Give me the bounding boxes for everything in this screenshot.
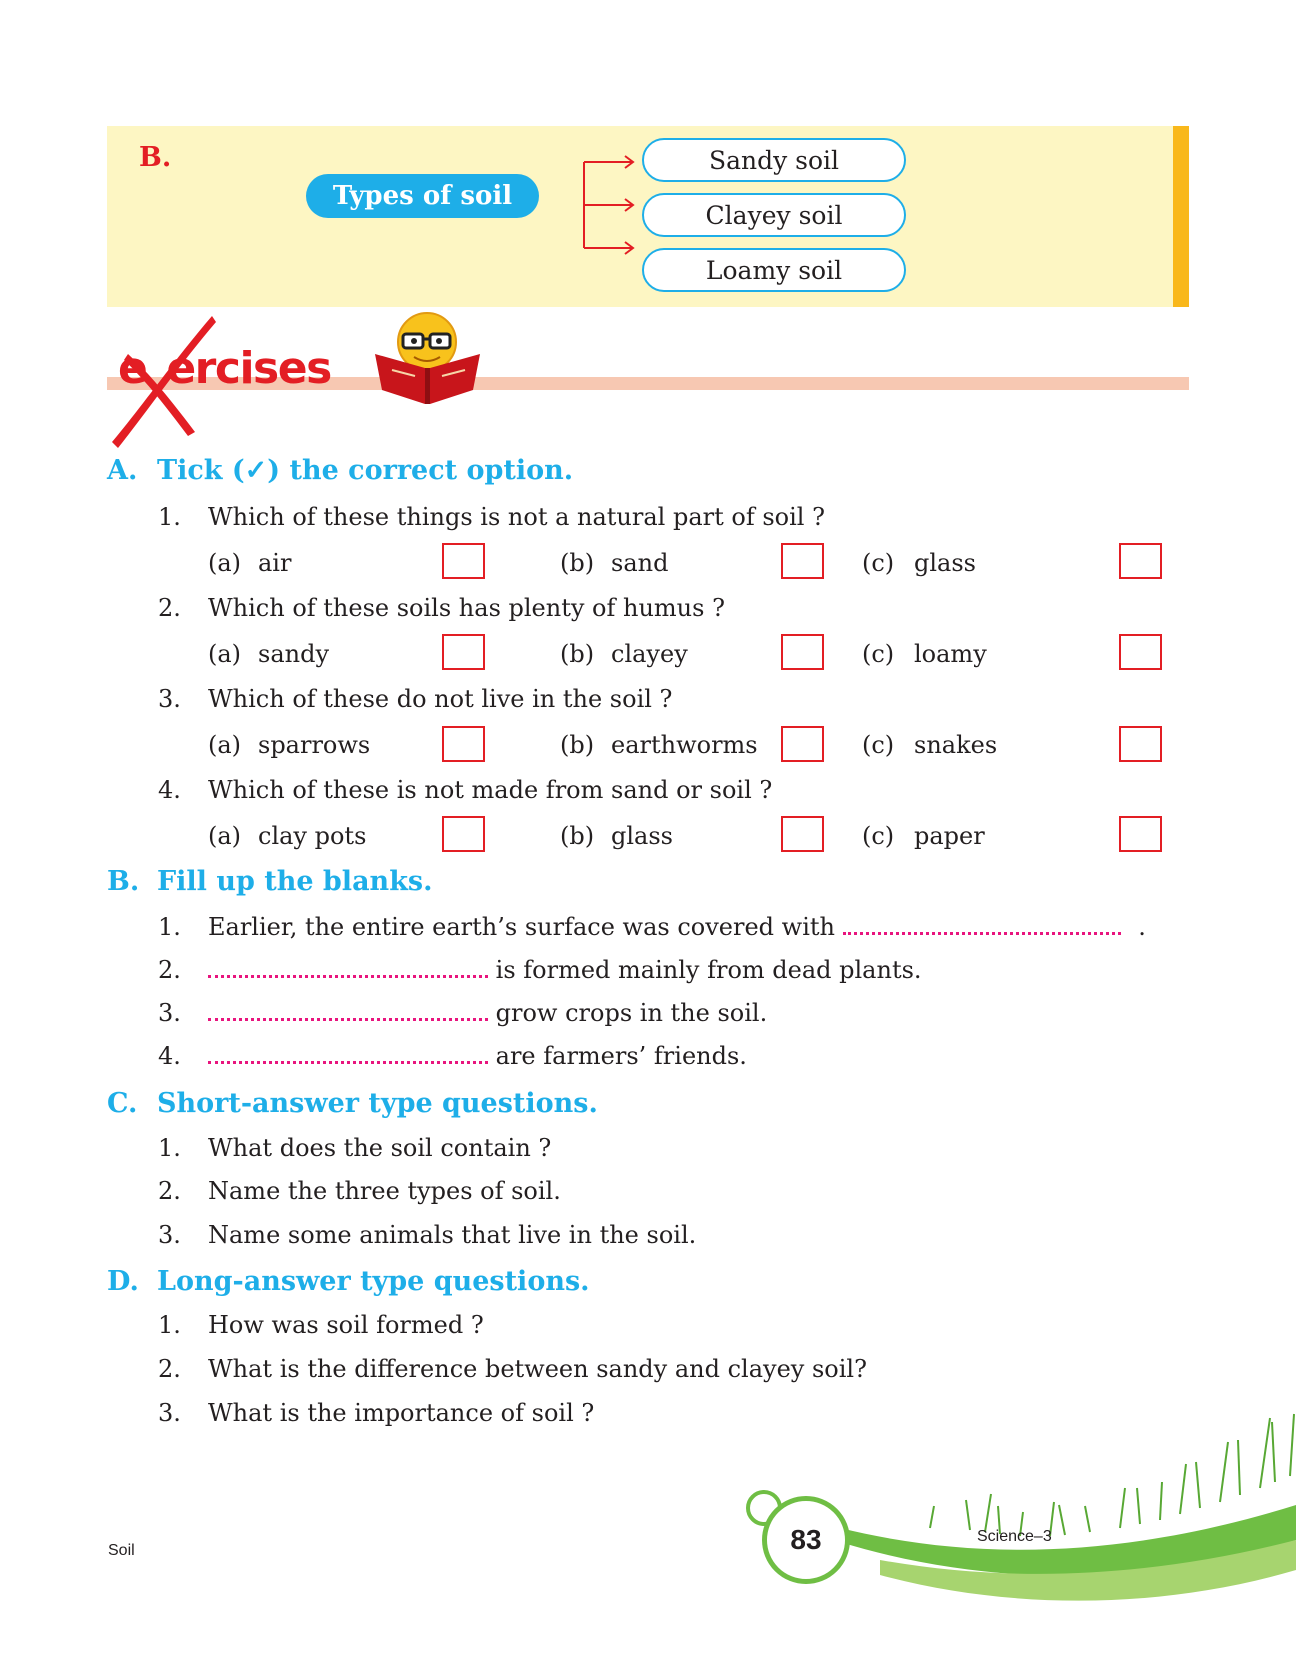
tick-checkbox[interactable]	[781, 634, 824, 670]
section-d-heading: D. Long-answer type questions.	[107, 1266, 590, 1297]
tick-checkbox[interactable]	[1119, 816, 1162, 852]
option-text: loamy	[914, 640, 987, 668]
answer-blank[interactable]	[208, 1057, 488, 1064]
option-letter: (a)	[208, 549, 242, 577]
question-number: 2.	[158, 956, 181, 984]
question-text: What does the soil contain ?	[208, 1134, 552, 1162]
option-text: glass	[914, 549, 976, 577]
page-number: 83	[762, 1496, 850, 1584]
types-of-soil-label: Types of soil	[306, 174, 539, 218]
option-text: air	[258, 549, 292, 577]
tick-checkbox[interactable]	[781, 543, 824, 579]
question-text: What is the importance of soil ?	[208, 1399, 595, 1427]
option-text: snakes	[914, 731, 998, 759]
option-letter: (b)	[560, 731, 595, 759]
section-b-heading: B. Fill up the blanks.	[107, 866, 433, 897]
soil-type-loamy: Loamy soil	[642, 248, 906, 292]
question-number: 3.	[158, 999, 181, 1027]
option-letter: (c)	[862, 731, 895, 759]
option-letter: (b)	[560, 549, 595, 577]
option-text: sparrows	[258, 731, 371, 759]
answer-blank[interactable]	[843, 928, 1121, 935]
option-text: paper	[914, 822, 985, 850]
tick-checkbox[interactable]	[442, 726, 485, 762]
grass-decoration-icon	[820, 1410, 1296, 1610]
panel-section-letter: B.	[139, 142, 172, 173]
question-number: 3.	[158, 1399, 181, 1427]
section-a-heading: A. Tick (✓) the correct option.	[107, 455, 574, 486]
question-text: Which of these things is not a natural part of soil ?	[208, 503, 825, 531]
question-number: 1.	[158, 913, 181, 941]
option-letter: (b)	[560, 640, 595, 668]
types-of-soil-panel	[107, 126, 1189, 307]
option-text: sandy	[258, 640, 330, 668]
fill-blank-item: grow crops in the soil.	[208, 999, 767, 1027]
option-letter: (c)	[862, 549, 895, 577]
option-text: sand	[611, 549, 669, 577]
tick-checkbox[interactable]	[781, 726, 824, 762]
fill-blank-item: Earlier, the entire earth’s surface was covered with .	[208, 913, 1146, 941]
option-letter: (a)	[208, 731, 242, 759]
tick-checkbox[interactable]	[781, 816, 824, 852]
question-text: Name some animals that live in the soil.	[208, 1221, 697, 1249]
question-number: 2.	[158, 594, 181, 622]
option-text: earthworms	[611, 731, 758, 759]
soil-type-clayey: Clayey soil	[642, 193, 906, 237]
tick-checkbox[interactable]	[442, 816, 485, 852]
question-number: 1.	[158, 503, 181, 531]
question-text: How was soil formed ?	[208, 1311, 484, 1339]
option-letter: (c)	[862, 640, 895, 668]
option-text: clay pots	[258, 822, 367, 850]
tick-checkbox[interactable]	[1119, 726, 1162, 762]
book-name: Science–3	[977, 1528, 1052, 1545]
question-number: 3.	[158, 685, 181, 713]
answer-blank[interactable]	[208, 971, 488, 978]
question-text: Which of these is not made from sand or soil ?	[208, 776, 773, 804]
tick-checkbox[interactable]	[442, 543, 485, 579]
option-letter: (b)	[560, 822, 595, 850]
tick-checkbox[interactable]	[442, 634, 485, 670]
tick-checkbox[interactable]	[1119, 543, 1162, 579]
chapter-name: Soil	[108, 1542, 135, 1559]
question-number: 1.	[158, 1311, 181, 1339]
option-text: clayey	[611, 640, 688, 668]
question-text: What is the difference between sandy and clayey soil?	[208, 1355, 867, 1383]
exercises-title: e ercises	[118, 343, 331, 394]
fill-blank-item: is formed mainly from dead plants.	[208, 956, 922, 984]
option-letter: (a)	[208, 640, 242, 668]
panel-accent-bar	[1173, 126, 1189, 307]
soil-type-sandy: Sandy soil	[642, 138, 906, 182]
question-number: 4.	[158, 1042, 181, 1070]
question-number: 1.	[158, 1134, 181, 1162]
question-number: 2.	[158, 1355, 181, 1383]
question-text: Which of these do not live in the soil ?	[208, 685, 673, 713]
fill-blank-item: are farmers’ friends.	[208, 1042, 747, 1070]
tick-checkbox[interactable]	[1119, 634, 1162, 670]
question-text: Which of these soils has plenty of humus ?	[208, 594, 725, 622]
option-letter: (a)	[208, 822, 242, 850]
mascot-reading-icon	[370, 312, 485, 407]
question-number: 2.	[158, 1177, 181, 1205]
answer-blank[interactable]	[208, 1014, 488, 1021]
section-c-heading: C. Short-answer type questions.	[107, 1088, 598, 1119]
question-number: 3.	[158, 1221, 181, 1249]
question-text: Name the three types of soil.	[208, 1177, 561, 1205]
question-number: 4.	[158, 776, 181, 804]
option-letter: (c)	[862, 822, 895, 850]
option-text: glass	[611, 822, 673, 850]
arrow-right-icon	[572, 150, 642, 260]
